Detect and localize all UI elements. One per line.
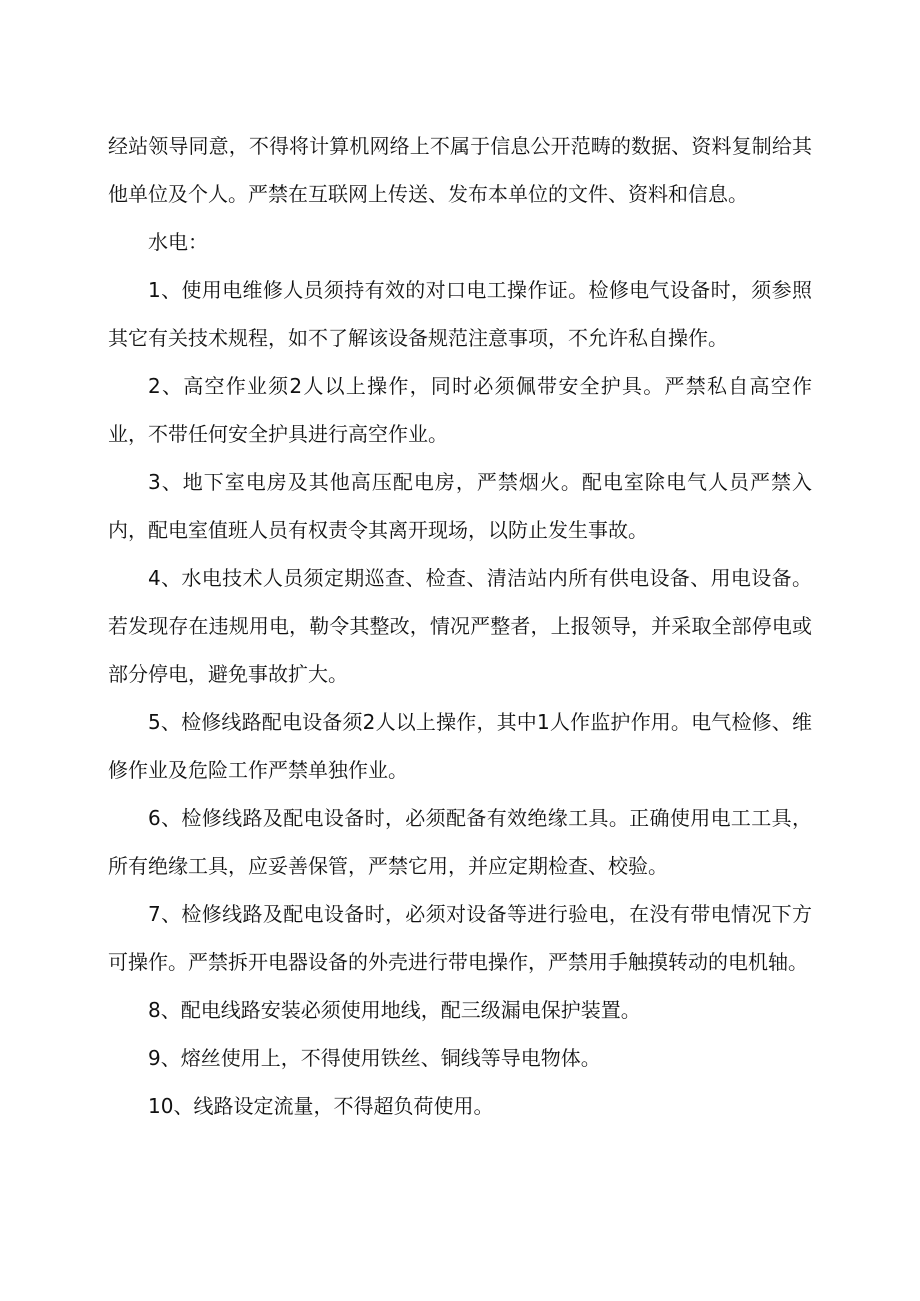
- rule-item-10: 10、线路设定流量，不得超负荷使用。: [148, 1094, 494, 1118]
- document-page: [108, 122, 812, 1130]
- paragraph-continuation: 经站领导同意，不得将计算机网络上不属于信息公开范畴的数据、资料复制给其他单位及个人。严禁在互联网上传送、发布本单位的文件、资料和信息。: [108, 134, 812, 206]
- rule-item-6: 6、检修线路及配电设备时，必须配备有效绝缘工具。正确使用电工工具，所有绝缘工具，应妥善保管，严禁它用，并应定期检查、校验。: [108, 806, 812, 878]
- rule-item-1: 1、使用电维修人员须持有效的对口电工操作证。检修电气设备时，须参照其它有关技术规程，如不了解该设备规范注意事项，不允许私自操作。: [108, 278, 812, 350]
- rule-item-4: 4、水电技术人员须定期巡查、检查、清洁站内所有供电设备、用电设备。若发现存在违规用电，勒令其整改，情况严整者，上报领导，并采取全部停电或部分停电，避免事故扩大。: [108, 566, 812, 686]
- rule-item-2: 2、高空作业须2人以上操作，同时必须佩带安全护具。严禁私自高空作业，不带任何安全护具进行高空作业。: [108, 374, 812, 446]
- section-heading-water-electric: 水电：: [148, 230, 208, 254]
- rule-item-9: 9、熔丝使用上，不得使用铁丝、铜线等导电物体。: [148, 1046, 601, 1070]
- rule-item-3: 3、地下室电房及其他高压配电房，严禁烟火。配电室除电气人员严禁入内，配电室值班人员有权责令其离开现场，以防止发生事故。: [108, 470, 812, 542]
- rule-item-5: 5、检修线路配电设备须2人以上操作，其中1人作监护作用。电气检修、维修作业及危险工作严禁单独作业。: [108, 710, 812, 782]
- rule-item-8: 8、配电线路安装必须使用地线，配三级漏电保护装置。: [148, 998, 641, 1022]
- rule-item-7: 7、检修线路及配电设备时，必须对设备等进行验电，在没有带电情况下方可操作。严禁拆开电器设备的外壳进行带电操作，严禁用手触摸转动的电机轴。: [108, 902, 812, 974]
